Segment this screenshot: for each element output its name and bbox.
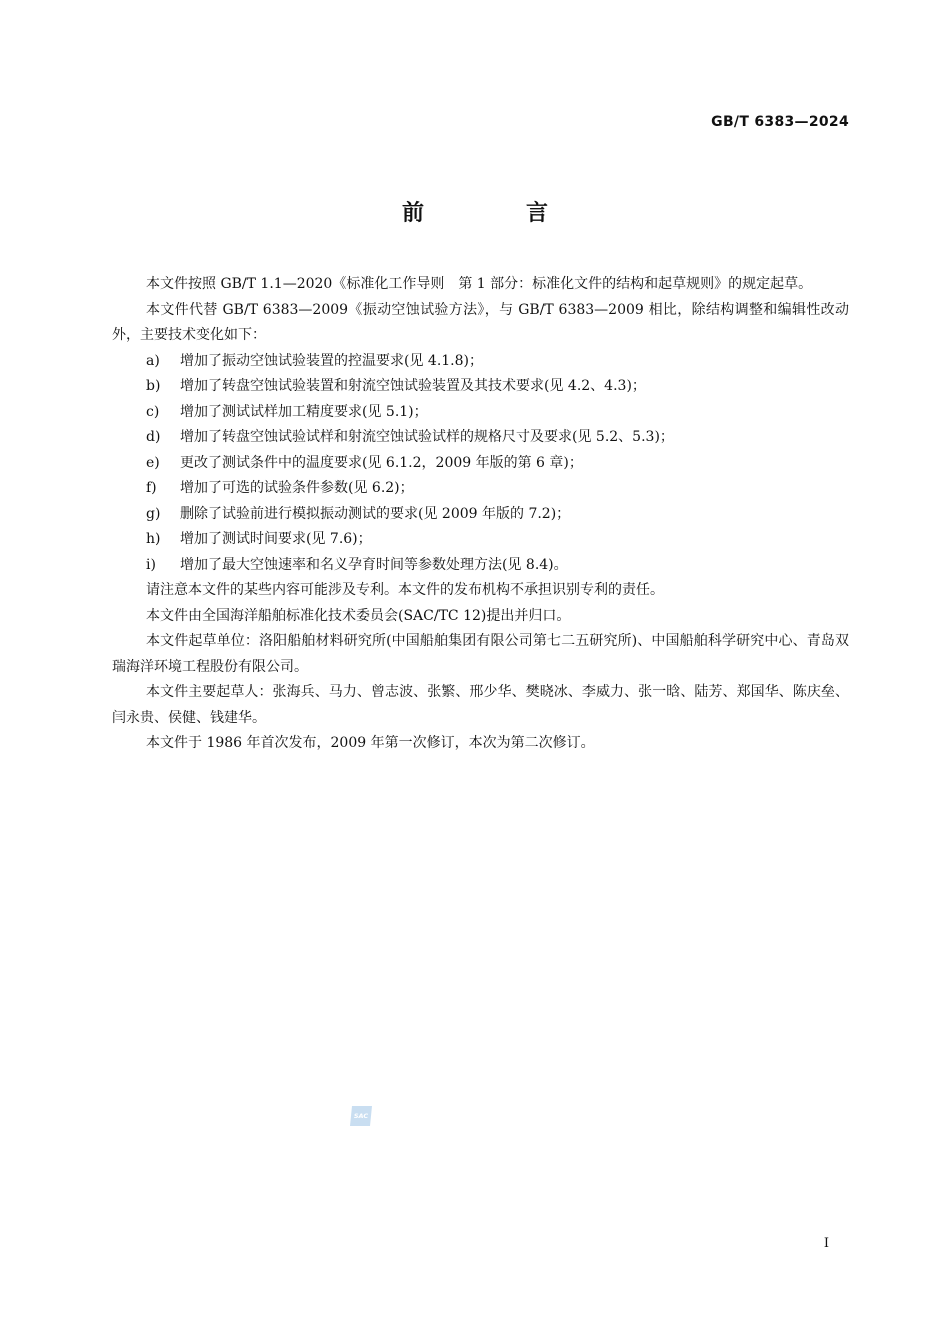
list-item-text: 增加了振动空蚀试验装置的控温要求(见 4.1.8)； bbox=[180, 352, 483, 369]
list-marker: e) bbox=[146, 454, 160, 471]
body-paragraph: 本文件按照 GB/T 1.1—2020《标准化工作导则 第 1 部分：标准化文件的结构和起草规则》的规定起草。 bbox=[146, 276, 813, 292]
list-marker: i) bbox=[146, 556, 156, 573]
body-paragraph: 请注意本文件的某些内容可能涉及专利。本文件的发布机构不承担识别专利的责任。 bbox=[146, 582, 664, 598]
list-item bbox=[112, 527, 849, 553]
list-item-text: 增加了可选的试验条件参数(见 6.2)； bbox=[180, 480, 414, 496]
page-title: 前 言 bbox=[401, 201, 588, 226]
list-item bbox=[112, 374, 849, 400]
list-marker: h) bbox=[146, 531, 161, 547]
body-paragraph: 本文件主要起草人：张海兵、马力、曾志波、张繁、邢少华、樊晓冰、李威力、张一晗、陆芳、郑国华、陈庆垒、闫永贵、侯健、钱建华。 bbox=[112, 684, 849, 726]
page-number: I bbox=[823, 1236, 829, 1251]
body-paragraph: 本文件代替 GB/T 6383—2009《振动空蚀试验方法》，与 GB/T 6383—2009 相比，除结构调整和编辑性改动外，主要技术变化如下： bbox=[112, 301, 849, 343]
list-item-text: 增加了测试时间要求(见 7.6)； bbox=[180, 531, 372, 547]
list-item bbox=[112, 476, 849, 502]
standard-number: GB/T 6383—2024 bbox=[711, 114, 849, 130]
list-item bbox=[112, 553, 849, 579]
list-item bbox=[112, 400, 849, 426]
body-paragraph: 本文件由全国海洋船舶标准化技术委员会(SAC/TC 12)提出并归口。 bbox=[146, 607, 571, 624]
sac-watermark-logo bbox=[348, 1104, 374, 1128]
list-item bbox=[112, 502, 849, 528]
list-marker: a) bbox=[146, 352, 160, 369]
list-marker: c) bbox=[146, 403, 160, 420]
list-marker: g) bbox=[146, 505, 161, 522]
list-item-text: 删除了试验前进行模拟振动测试的要求(见 2009 年版的 7.2)； bbox=[180, 505, 571, 522]
body-paragraph: 本文件起草单位：洛阳船舶材料研究所(中国船舶集团有限公司第七二五研究所)、中国船舶科学研究中心、青岛双瑞海洋环境工程股份有限公司。 bbox=[112, 633, 849, 675]
list-item bbox=[112, 451, 849, 477]
document-body bbox=[112, 272, 849, 757]
list-item-text: 更改了测试条件中的温度要求(见 6.1.2，2009 年版的第 6 章)； bbox=[180, 454, 583, 471]
body-paragraph: 本文件于 1986 年首次发布，2009 年第一次修订，本次为第二次修订。 bbox=[146, 735, 595, 751]
list-item-text: 增加了转盘空蚀试验装置和射流空蚀试验装置及其技术要求(见 4.2、4.3)； bbox=[180, 378, 646, 394]
list-marker: b) bbox=[146, 378, 161, 394]
list-item-text: 增加了转盘空蚀试验试样和射流空蚀试验试样的规格尺寸及要求(见 5.2、5.3)； bbox=[180, 429, 674, 445]
list-item-text: 增加了最大空蚀速率和名义孕育时间等参数处理方法(见 8.4)。 bbox=[180, 556, 568, 573]
list-marker: d) bbox=[146, 429, 161, 445]
list-item bbox=[112, 425, 849, 451]
list-item bbox=[112, 349, 849, 375]
list-item-text: 增加了测试试样加工精度要求(见 5.1)； bbox=[180, 403, 428, 420]
list-marker: f) bbox=[146, 480, 157, 496]
sac-logo-text: SAC bbox=[353, 1112, 369, 1120]
